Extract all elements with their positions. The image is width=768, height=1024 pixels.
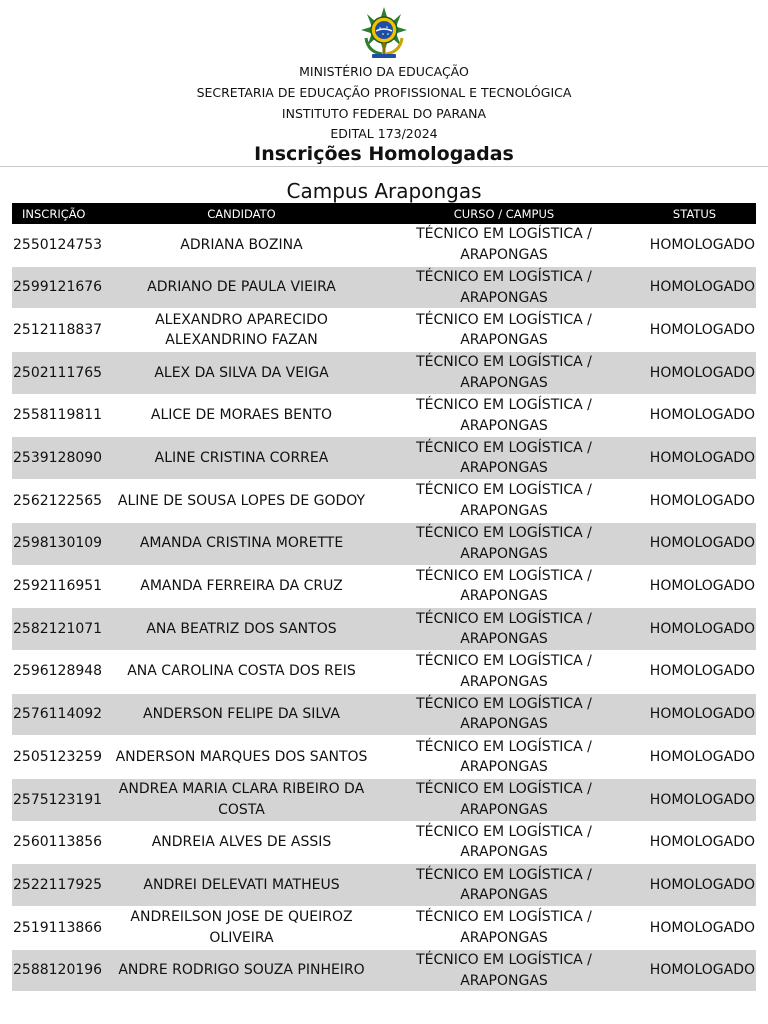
- table-row: [12, 309, 756, 352]
- table-row: [12, 352, 756, 395]
- campus-title: Campus Arapongas: [286, 179, 482, 203]
- cell-curso: TÉCNICO EM LOGÍSTICA / ARAPONGAS: [416, 610, 592, 648]
- table-row: [12, 950, 756, 993]
- table-row: [12, 608, 756, 651]
- cell-curso: TÉCNICO EM LOGÍSTICA / ARAPONGAS: [416, 781, 592, 818]
- cell-inscricao: 2582121071: [13, 620, 103, 637]
- edital-line: EDITAL 173/2024: [330, 126, 438, 141]
- cell-inscricao: 2558119811: [13, 407, 103, 424]
- cell-inscricao: 2539128090: [13, 450, 103, 467]
- table-header: [12, 203, 756, 224]
- cell-candidato: ANA CAROLINA COSTA DOS REIS: [127, 663, 356, 680]
- cell-candidato: ANDERSON FELIPE DA SILVA: [143, 706, 340, 723]
- cell-status: HOMOLOGADO: [649, 535, 755, 552]
- cell-candidato: ANDRE RODRIGO SOUZA PINHEIRO: [118, 962, 365, 979]
- cell-curso: TÉCNICO EM LOGÍSTICA / ARAPONGAS: [416, 269, 592, 306]
- cell-candidato: ANDREILSON JOSE DE QUEIROZ OLIVEIRA: [130, 909, 353, 946]
- cell-status: HOMOLOGADO: [649, 663, 755, 680]
- cell-status: HOMOLOGADO: [649, 364, 755, 381]
- cell-status: HOMOLOGADO: [649, 791, 755, 808]
- table-body: [12, 224, 756, 992]
- cell-curso: TÉCNICO EM LOGÍSTICA / ARAPONGAS: [416, 866, 592, 904]
- cell-candidato: ANDREIA ALVES DE ASSIS: [151, 834, 332, 851]
- cell-candidato: ADRIANO DE PAULA VIEIRA: [147, 279, 336, 296]
- cell-status: HOMOLOGADO: [649, 492, 755, 509]
- cell-candidato: ANDREA MARIA CLARA RIBEIRO DA COSTA: [118, 781, 365, 818]
- cell-inscricao: 2575123191: [13, 791, 103, 808]
- cell-status: HOMOLOGADO: [649, 962, 755, 979]
- cell-status: HOMOLOGADO: [649, 748, 755, 765]
- cell-candidato: ADRIANA BOZINA: [180, 236, 303, 253]
- cell-inscricao: 2598130109: [13, 535, 103, 552]
- brazil-coat-of-arms-icon: [358, 6, 410, 60]
- cell-curso: TÉCNICO EM LOGÍSTICA / ARAPONGAS: [416, 482, 592, 519]
- cell-inscricao: 2562122565: [13, 492, 103, 509]
- cell-status: HOMOLOGADO: [649, 407, 755, 424]
- cell-status: HOMOLOGADO: [649, 834, 755, 851]
- cell-status: HOMOLOGADO: [649, 236, 755, 253]
- table-row: [12, 694, 756, 737]
- column-header-status: STATUS: [672, 206, 717, 221]
- cell-status: HOMOLOGADO: [649, 919, 755, 936]
- cell-curso: TÉCNICO EM LOGÍSTICA / ARAPONGAS: [416, 439, 592, 477]
- table-row: [12, 651, 756, 694]
- table-row: [12, 523, 756, 566]
- table-row: [12, 864, 756, 907]
- header-divider: [0, 166, 768, 167]
- table-row: [12, 822, 756, 865]
- table-row: [12, 267, 756, 310]
- cell-candidato: ANDREI DELEVATI MATHEUS: [143, 876, 340, 893]
- document-header: [0, 0, 768, 166]
- cell-status: HOMOLOGADO: [649, 279, 755, 296]
- table-row: [12, 907, 756, 950]
- cell-candidato: ALICE DE MORAES BENTO: [150, 407, 333, 424]
- cell-inscricao: 2576114092: [13, 706, 103, 723]
- table-row: [12, 437, 756, 480]
- cell-curso: TÉCNICO EM LOGÍSTICA / ARAPONGAS: [416, 952, 592, 989]
- cell-status: HOMOLOGADO: [649, 876, 755, 893]
- table-row: [12, 736, 756, 779]
- page-title: Inscrições Homologadas: [254, 143, 514, 165]
- applications-table: [12, 203, 756, 992]
- cell-curso: TÉCNICO EM LOGÍSTICA / ARAPONGAS: [416, 354, 592, 391]
- cell-inscricao: 2522117925: [13, 876, 103, 893]
- cell-inscricao: 2560113856: [13, 834, 103, 851]
- cell-curso: TÉCNICO EM LOGÍSTICA / ARAPONGAS: [416, 695, 592, 733]
- cell-inscricao: 2596128948: [13, 663, 103, 680]
- cell-status: HOMOLOGADO: [649, 450, 755, 467]
- cell-inscricao: 2592116951: [13, 578, 103, 595]
- cell-curso: TÉCNICO EM LOGÍSTICA / ARAPONGAS: [416, 311, 592, 349]
- cell-status: HOMOLOGADO: [649, 706, 755, 723]
- cell-candidato: AMANDA CRISTINA MORETTE: [139, 535, 344, 552]
- column-header-candidato: CANDIDATO: [207, 206, 276, 221]
- cell-inscricao: 2505123259: [13, 748, 103, 765]
- cell-curso: TÉCNICO EM LOGÍSTICA / ARAPONGAS: [416, 653, 592, 690]
- cell-status: HOMOLOGADO: [649, 321, 755, 338]
- ministry-line: MINISTÉRIO DA EDUCAÇÃO: [299, 64, 469, 79]
- cell-status: HOMOLOGADO: [649, 620, 755, 637]
- cell-curso: TÉCNICO EM LOGÍSTICA / ARAPONGAS: [416, 567, 592, 605]
- cell-inscricao: 2588120196: [13, 962, 103, 979]
- cell-inscricao: 2502111765: [13, 364, 103, 381]
- cell-curso: TÉCNICO EM LOGÍSTICA / ARAPONGAS: [416, 909, 592, 946]
- cell-curso: TÉCNICO EM LOGÍSTICA / ARAPONGAS: [416, 738, 592, 776]
- cell-candidato: AMANDA FERREIRA DA CRUZ: [140, 578, 343, 595]
- cell-inscricao: 2599121676: [13, 279, 103, 296]
- table-row: [12, 779, 756, 822]
- cell-curso: TÉCNICO EM LOGÍSTICA / ARAPONGAS: [416, 397, 592, 434]
- cell-candidato: ALEXANDRO APARECIDO ALEXANDRINO FAZAN: [155, 311, 328, 349]
- cell-candidato: ANA BEATRIZ DOS SANTOS: [146, 620, 337, 637]
- secretariat-line: SECRETARIA DE EDUCAÇÃO PROFISSIONAL E TECNOLÓGICA: [196, 85, 572, 100]
- table-row: [12, 395, 756, 438]
- cell-candidato: ALEX DA SILVA DA VEIGA: [154, 364, 329, 381]
- column-header-curso: CURSO / CAMPUS: [453, 206, 555, 221]
- cell-status: HOMOLOGADO: [649, 578, 755, 595]
- table-row: [12, 566, 756, 609]
- cell-candidato: ANDERSON MARQUES DOS SANTOS: [115, 748, 368, 765]
- table-row: [12, 480, 756, 523]
- column-header-inscricao: INSCRIÇÃO: [22, 206, 86, 221]
- cell-inscricao: 2550124753: [13, 236, 103, 253]
- table-row: [12, 224, 756, 267]
- cell-curso: TÉCNICO EM LOGÍSTICA / ARAPONGAS: [416, 226, 592, 263]
- institute-line: INSTITUTO FEDERAL DO PARANA: [281, 106, 487, 121]
- cell-curso: TÉCNICO EM LOGÍSTICA / ARAPONGAS: [416, 525, 592, 562]
- cell-curso: TÉCNICO EM LOGÍSTICA / ARAPONGAS: [416, 823, 592, 861]
- cell-candidato: ALINE DE SOUSA LOPES DE GODOY: [117, 492, 366, 509]
- cell-inscricao: 2512118837: [13, 321, 103, 338]
- cell-inscricao: 2519113866: [13, 919, 103, 936]
- cell-candidato: ALINE CRISTINA CORREA: [154, 450, 329, 467]
